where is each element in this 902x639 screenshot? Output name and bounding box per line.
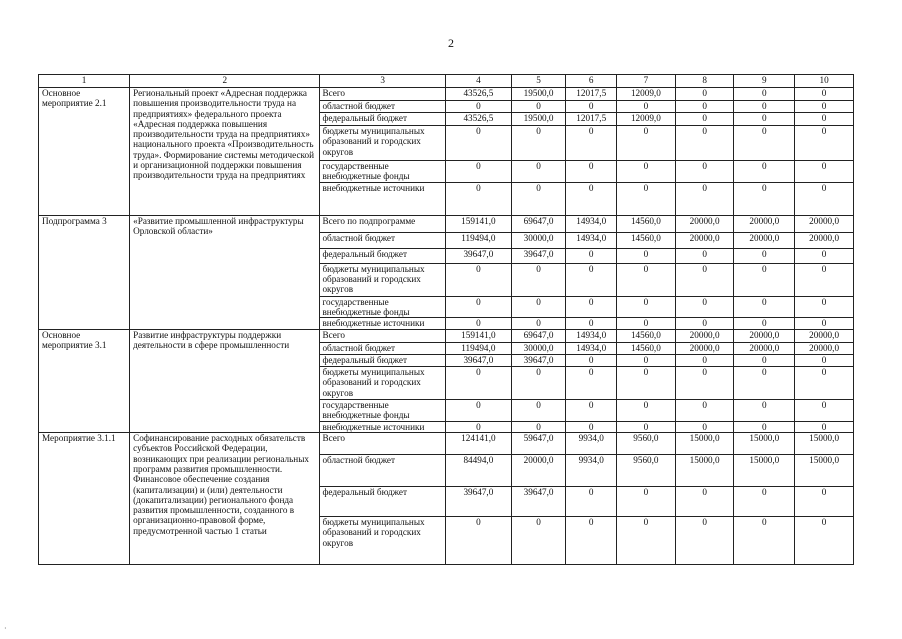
header-cell: 4 [445,75,511,88]
value-cell: 0 [734,400,795,422]
funding-source-label: федеральный бюджет [320,487,446,517]
value-cell: 0 [675,182,734,215]
value-cell: 0 [566,126,617,161]
value-cell: 30000,0 [511,343,566,355]
value-cell: 0 [734,113,795,126]
funding-source-label: внебюджетные источники [320,182,446,215]
value-cell: 0 [734,517,795,565]
value-cell: 0 [734,182,795,215]
table-row [39,215,854,232]
value-cell: 69647,0 [511,330,566,343]
value-cell: 0 [445,367,511,400]
value-cell: 0 [566,367,617,400]
value-cell: 20000,0 [675,330,734,343]
value-cell: 9560,0 [617,433,676,455]
value-cell: 0 [795,101,854,113]
value-cell: 0 [511,318,566,330]
value-cell: 0 [675,126,734,161]
value-cell: 14934,0 [566,215,617,232]
value-cell: 0 [734,421,795,432]
item-name: Подпрограмма 3 [39,215,130,330]
header-cell: 1 [39,75,130,88]
value-cell: 0 [445,101,511,113]
value-cell: 119494,0 [445,343,511,355]
value-cell: 0 [617,182,676,215]
value-cell: 15000,0 [734,455,795,487]
value-cell: 0 [617,126,676,161]
value-cell: 0 [445,161,511,183]
value-cell: 0 [511,400,566,422]
value-cell: 0 [511,421,566,432]
value-cell: 0 [795,248,854,263]
funding-source-label: бюджеты муниципальных образований и городских округов [320,263,446,296]
value-cell: 0 [511,182,566,215]
value-cell: 0 [566,517,617,565]
funding-source-label: внебюджетные источники [320,318,446,330]
value-cell: 69647,0 [511,215,566,232]
funding-source-label: областной бюджет [320,343,446,355]
funding-source-label: бюджеты муниципальных образований и городских округов [320,367,446,400]
value-cell: 39647,0 [511,355,566,367]
item-description: «Развитие промышленной инфраструктуры Орловской области» [130,215,320,330]
value-cell: 0 [734,318,795,330]
value-cell: 0 [445,182,511,215]
value-cell: 0 [795,421,854,432]
item-description: Развитие инфраструктуры поддержки деятельности в сфере промышленности [130,330,320,433]
item-description: Региональный проект «Адресная поддержка повышения производительности труда на предприятиях» федерального проекта «Адресная поддержка повышения производительности труда на предприятиях» национального проекта «Производительность труда». Формирование системы методической и организационной поддержки повышения производительности труда на предприятиях [130,88,320,216]
value-cell: 14560,0 [617,330,676,343]
value-cell: 0 [795,487,854,517]
header-cell: 6 [566,75,617,88]
value-cell: 20000,0 [795,215,854,232]
value-cell: 0 [566,182,617,215]
funding-source-label: Всего [320,433,446,455]
value-cell: 0 [617,400,676,422]
value-cell: 0 [617,296,676,318]
value-cell: 20000,0 [734,343,795,355]
corner-mark: · [4,624,7,633]
header-cell: 7 [617,75,676,88]
value-cell: 9934,0 [566,433,617,455]
value-cell: 0 [566,400,617,422]
value-cell: 20000,0 [675,343,734,355]
funding-source-label: Всего [320,88,446,101]
value-cell: 84494,0 [445,455,511,487]
value-cell: 20000,0 [734,215,795,232]
value-cell: 15000,0 [675,433,734,455]
value-cell: 0 [511,517,566,565]
value-cell: 0 [511,161,566,183]
value-cell: 14560,0 [617,215,676,232]
header-cell: 5 [511,75,566,88]
funding-source-label: бюджеты муниципальных образований и городских округов [320,517,446,565]
funding-source-label: федеральный бюджет [320,248,446,263]
value-cell: 0 [675,248,734,263]
value-cell: 0 [795,400,854,422]
value-cell: 0 [566,248,617,263]
value-cell: 0 [566,263,617,296]
value-cell: 20000,0 [795,232,854,248]
value-cell: 0 [675,113,734,126]
value-cell: 0 [566,161,617,183]
value-cell: 0 [795,126,854,161]
value-cell: 0 [734,367,795,400]
item-name: Мероприятие 3.1.1 [39,433,130,565]
value-cell: 14934,0 [566,330,617,343]
value-cell: 12017,5 [566,88,617,101]
value-cell: 43526,5 [445,113,511,126]
value-cell: 15000,0 [734,433,795,455]
funding-source-label: государственные внебюджетные фонды [320,400,446,422]
value-cell: 20000,0 [734,330,795,343]
value-cell: 20000,0 [675,232,734,248]
value-cell: 0 [795,318,854,330]
value-cell: 0 [511,367,566,400]
header-cell: 2 [130,75,320,88]
value-cell: 0 [566,318,617,330]
value-cell: 0 [617,101,676,113]
table-body [39,75,854,565]
funding-source-label: Всего по подпрограмме [320,215,446,232]
value-cell: 0 [795,161,854,183]
value-cell: 12009,0 [617,88,676,101]
value-cell: 20000,0 [511,455,566,487]
value-cell: 0 [617,355,676,367]
value-cell: 0 [566,487,617,517]
value-cell: 0 [675,400,734,422]
value-cell: 0 [795,367,854,400]
funding-source-label: Всего [320,330,446,343]
value-cell: 0 [617,263,676,296]
value-cell: 0 [445,400,511,422]
page-number: 2 [448,36,454,50]
value-cell: 39647,0 [511,248,566,263]
value-cell: 15000,0 [795,433,854,455]
value-cell: 0 [675,318,734,330]
value-cell: 0 [445,421,511,432]
table-row [39,433,854,455]
header-cell: 8 [675,75,734,88]
budget-table [38,74,854,565]
value-cell: 15000,0 [675,455,734,487]
header-cell: 3 [320,75,446,88]
value-cell: 0 [511,126,566,161]
value-cell: 20000,0 [795,343,854,355]
value-cell: 43526,5 [445,88,511,101]
item-name: Основное мероприятие 3.1 [39,330,130,433]
value-cell: 159141,0 [445,330,511,343]
funding-source-label: федеральный бюджет [320,113,446,126]
value-cell: 39647,0 [511,487,566,517]
value-cell: 0 [675,88,734,101]
value-cell: 39647,0 [445,487,511,517]
value-cell: 0 [445,126,511,161]
value-cell: 0 [795,517,854,565]
value-cell: 0 [566,296,617,318]
value-cell: 0 [795,263,854,296]
value-cell: 12009,0 [617,113,676,126]
value-cell: 119494,0 [445,232,511,248]
funding-source-label: государственные внебюджетные фонды [320,161,446,183]
table-row [39,330,854,343]
value-cell: 0 [795,296,854,318]
funding-source-label: внебюджетные источники [320,421,446,432]
value-cell: 0 [566,101,617,113]
value-cell: 0 [675,421,734,432]
value-cell: 0 [511,101,566,113]
header-cell: 10 [795,75,854,88]
value-cell: 0 [675,367,734,400]
value-cell: 15000,0 [795,455,854,487]
funding-source-label: областной бюджет [320,101,446,113]
value-cell: 0 [617,367,676,400]
value-cell: 9560,0 [617,455,676,487]
value-cell: 14560,0 [617,232,676,248]
value-cell: 14560,0 [617,343,676,355]
value-cell: 0 [566,421,617,432]
value-cell: 0 [734,263,795,296]
value-cell: 0 [675,161,734,183]
value-cell: 14934,0 [566,232,617,248]
value-cell: 9934,0 [566,455,617,487]
value-cell: 30000,0 [511,232,566,248]
value-cell: 0 [734,355,795,367]
value-cell: 39647,0 [445,355,511,367]
value-cell: 0 [445,263,511,296]
value-cell: 20000,0 [675,215,734,232]
value-cell: 0 [445,318,511,330]
value-cell: 0 [617,248,676,263]
value-cell: 59647,0 [511,433,566,455]
value-cell: 0 [734,101,795,113]
value-cell: 0 [617,421,676,432]
value-cell: 0 [795,113,854,126]
value-cell: 0 [511,296,566,318]
value-cell: 0 [734,248,795,263]
value-cell: 0 [617,517,676,565]
value-cell: 12017,5 [566,113,617,126]
value-cell: 0 [617,318,676,330]
value-cell: 0 [734,296,795,318]
value-cell: 0 [445,296,511,318]
value-cell: 14934,0 [566,343,617,355]
header-row [39,75,854,88]
funding-source-label: государственные внебюджетные фонды [320,296,446,318]
value-cell: 0 [445,517,511,565]
value-cell: 0 [734,126,795,161]
value-cell: 0 [795,88,854,101]
value-cell: 0 [795,182,854,215]
funding-source-label: областной бюджет [320,455,446,487]
value-cell: 0 [734,88,795,101]
value-cell: 0 [734,487,795,517]
value-cell: 0 [617,487,676,517]
value-cell: 20000,0 [734,232,795,248]
value-cell: 20000,0 [795,330,854,343]
funding-source-label: областной бюджет [320,232,446,248]
value-cell: 0 [675,487,734,517]
value-cell: 0 [675,517,734,565]
header-cell: 9 [734,75,795,88]
value-cell: 0 [734,161,795,183]
value-cell: 0 [675,101,734,113]
value-cell: 19500,0 [511,88,566,101]
value-cell: 19500,0 [511,113,566,126]
value-cell: 0 [795,355,854,367]
item-description: Софинансирование расходных обязательств субъектов Российской Федерации, возникающих при реализации региональных программ развития промышленности. Финансовое обеспечение создания (капитализации) и (или) деятельности (докапитализации) регионального фонда развития промышленности, созданного в организационно-правовой форме, предусмотренной частью 1 статьи [130,433,320,565]
value-cell: 39647,0 [445,248,511,263]
value-cell: 0 [675,263,734,296]
item-name: Основное мероприятие 2.1 [39,88,130,216]
value-cell: 0 [566,355,617,367]
value-cell: 124141,0 [445,433,511,455]
funding-source-label: бюджеты муниципальных образований и городских округов [320,126,446,161]
table-row [39,88,854,101]
value-cell: 0 [675,296,734,318]
value-cell: 159141,0 [445,215,511,232]
value-cell: 0 [617,161,676,183]
value-cell: 0 [675,355,734,367]
value-cell: 0 [511,263,566,296]
funding-source-label: федеральный бюджет [320,355,446,367]
